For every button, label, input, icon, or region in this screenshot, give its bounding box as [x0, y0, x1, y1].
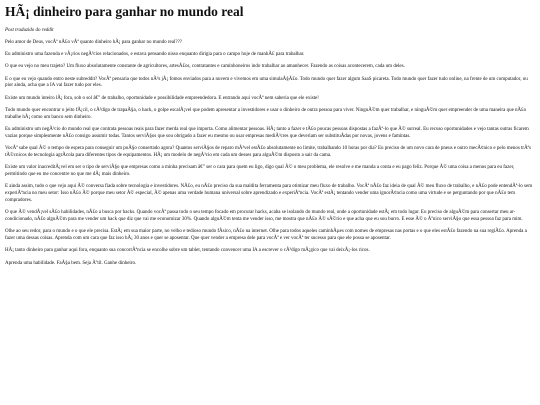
paragraph: Todo mundo quer encontrar o jeito fÃ¡cil, o cÃ³digo de trapaÃ§a, o hack, o golpe escalÃ¡vel que podem apresentar a investidores e usar o dinheiro de outra pessoa para viver. NinguÃ©m quer trabalhar, e ninguÃ©m quer empreender de uma maneira que nÃ£o trabalhe hÃ¡ como um banco sem dinheiro.	[5, 107, 527, 120]
paragraph: Pelo amor de Deus, vocÃª nÃ£o vÃª quanto dinheiro hÃ¡ para ganhar no mundo real???	[5, 39, 183, 45]
paragraph: O que Ã© vendÃ¡vel sÃ£o habilidades, nÃ£o a busca por hacks. Quando vocÃª passa todo o seu tempo focado em procurar hacks, acaba se isolando do mundo real, onde a oportunidade estÃ¡ em todo lugar. Eu preciso de alguÃ©m para consertar meu ar-condicionado, nÃ£o alguÃ©m para me vender um hack que diz que vai me economizar 30%. Quando alguÃ©m tenta me vender isso, me mostra que nÃ£o Ã© sÃ©rio e que acha que eu sou burro. E esse Ã© o Ãºnico serviÃ§o que essa pessoa faz para mim.	[5, 210, 523, 222]
paragraph: VocÃª sabe qual Ã© o tempo de espera para conseguir um poÃ§o consertado agora? Quantos serviÃ§os de reparo mÃ³vel estÃ£o absolutamente no limite, trabalhando 10 horas por dia? Eu preciso de um novo cara de pneus e outro mecÃ¢nico e pelo menos trÃªs tÃ©cnicos de tecnologia agrÃcola para diferentes tipos de equipamentos. HÃ¡ um modelo de negÃ³cio em cada um desses para alguÃ©m disposto a sair da cama.	[5, 146, 532, 158]
paragraph: Eu administro uma fazenda e vÃ¡rios negÃ³cios relacionados, e estava pensando nisso enquanto dirigia para o campo hoje de manhÃ£ para trabalhar.	[5, 51, 305, 57]
paragraph: Existe um valor inacreditÃ¡vel em ser o tipo de serviÃ§o que empresas como a minha precisam â€” ser o cara para quem eu ligo, digo qual Ã© o meu problema, ele resolve e me manda a conta e eu pago feliz. Porque Ã© uma coisa a menos para eu fazer, permitindo que eu me concentre no que me dÃ¡ mais dinheiro.	[5, 165, 515, 178]
paragraph: Eu administro um negÃ³cio do mundo real que contrata pessoas reais para fazer merda real que importa. Como alimentar pessoas. HÃ¡ tanto a fazer e tÃ£o poucas pessoas dispostas a fazÃª-lo que Ã© surreal. Eu recuso oportunidades e vejo tantas outras ficarem vazias porque simplesmente nÃ£o consigo assumir todas. Tantos serviÃ§os que sou obrigado a fazer eu mesmo ou usar empresas mediÃ³cres que deveriam ser substituÃdas por novas, jovens e famintas.	[5, 127, 529, 139]
article-subtitle: Post traduzido do reddit	[5, 27, 54, 33]
paragraph: O que eu vejo no meu trajeto? Um fluxo absolutamente constante de agricultores, artesÃ£os, contratantes e caminhoneiros indo trabalhar ao amanhecer. Fazendo as coisas acontecerem, cada um deles.	[5, 64, 405, 70]
paragraph: Aprenda uma habilidade. FaÃ§a bem. Seja Ãºtil. Ganhe dinheiro.	[5, 260, 137, 266]
paragraph: Existe um mundo inteiro lÃ¡ fora, sob o sol â€” de trabalho, oportunidade e possibilidade empreendedora. E entrando aqui vocÃª nem saberia que ele existe!	[5, 95, 319, 101]
page-title: HÃ¡ dinheiro para ganhar no mundo real	[5, 4, 244, 19]
paragraph: E o que eu vejo quando entro neste subreddit? VocÃª pensaria que todos nÃ³s jÃ¡ fomos enviados para a nuvem e vivemos em uma simulaÃ§Ã£o. Todo mundo quer fazer algum SaaS picareta. Todo mundo quer fazer tudo online, na frente de um computador, ou pior ainda, acha que a IA vai fazer tudo por eles.	[5, 76, 528, 89]
paragraph: HÃ¡ tanto dinheiro para ganhar aqui fora, enquanto sua concorrÃªncia se encolhe sobre um tablet, tentando convencer uma IA a escrever o cÃ³digo mÃ¡gico que vai deixÃ¡-los ricos.	[5, 248, 370, 254]
paragraph: E ainda assim, tudo o que vejo aqui Ã© conversa fiada sobre tecnologia e investidores. NÃ£o, eu nÃ£o preciso da sua maldita ferramenta para otimizar meu fluxo de trabalho. VocÃª nÃ£o faz ideia de qual Ã© meu fluxo de trabalho, e nÃ£o pode entendÃª-lo sem experiÃªncia no meu setor: Isso nÃ£o Ã© porque meu setor Ã© especial, Ã© apenas uma verdade humana universal sobre aprendizado e experiÃªncia. VocÃª estÃ¡ tentando vender uma ignorÃ¢ncia como uma virtude e se perguntando por que nÃ£o tem compradores.	[5, 184, 533, 203]
article-body	[5, 40, 535, 268]
paragraph: Olhe ao seu redor, para o mundo e o que ele precisa. EstÃ¡ em sua maior parte, no velho e tedioso mundo fÃsico, nÃ£o na internet. Olhe para todos aqueles caminhÃµes com nomes de empresas nas portas e o que eles estÃ£o fazendo na sua regiÃ£o. Aprenda a fazer uma dessas coisas. Aprenda com um cara que faz isso hÃ¡ 30 anos e quer se aposentar. Que quer vender a empresa dele para vocÃª e ver vocÃª ter sucesso para que ele possa se aposentar.	[5, 229, 527, 242]
